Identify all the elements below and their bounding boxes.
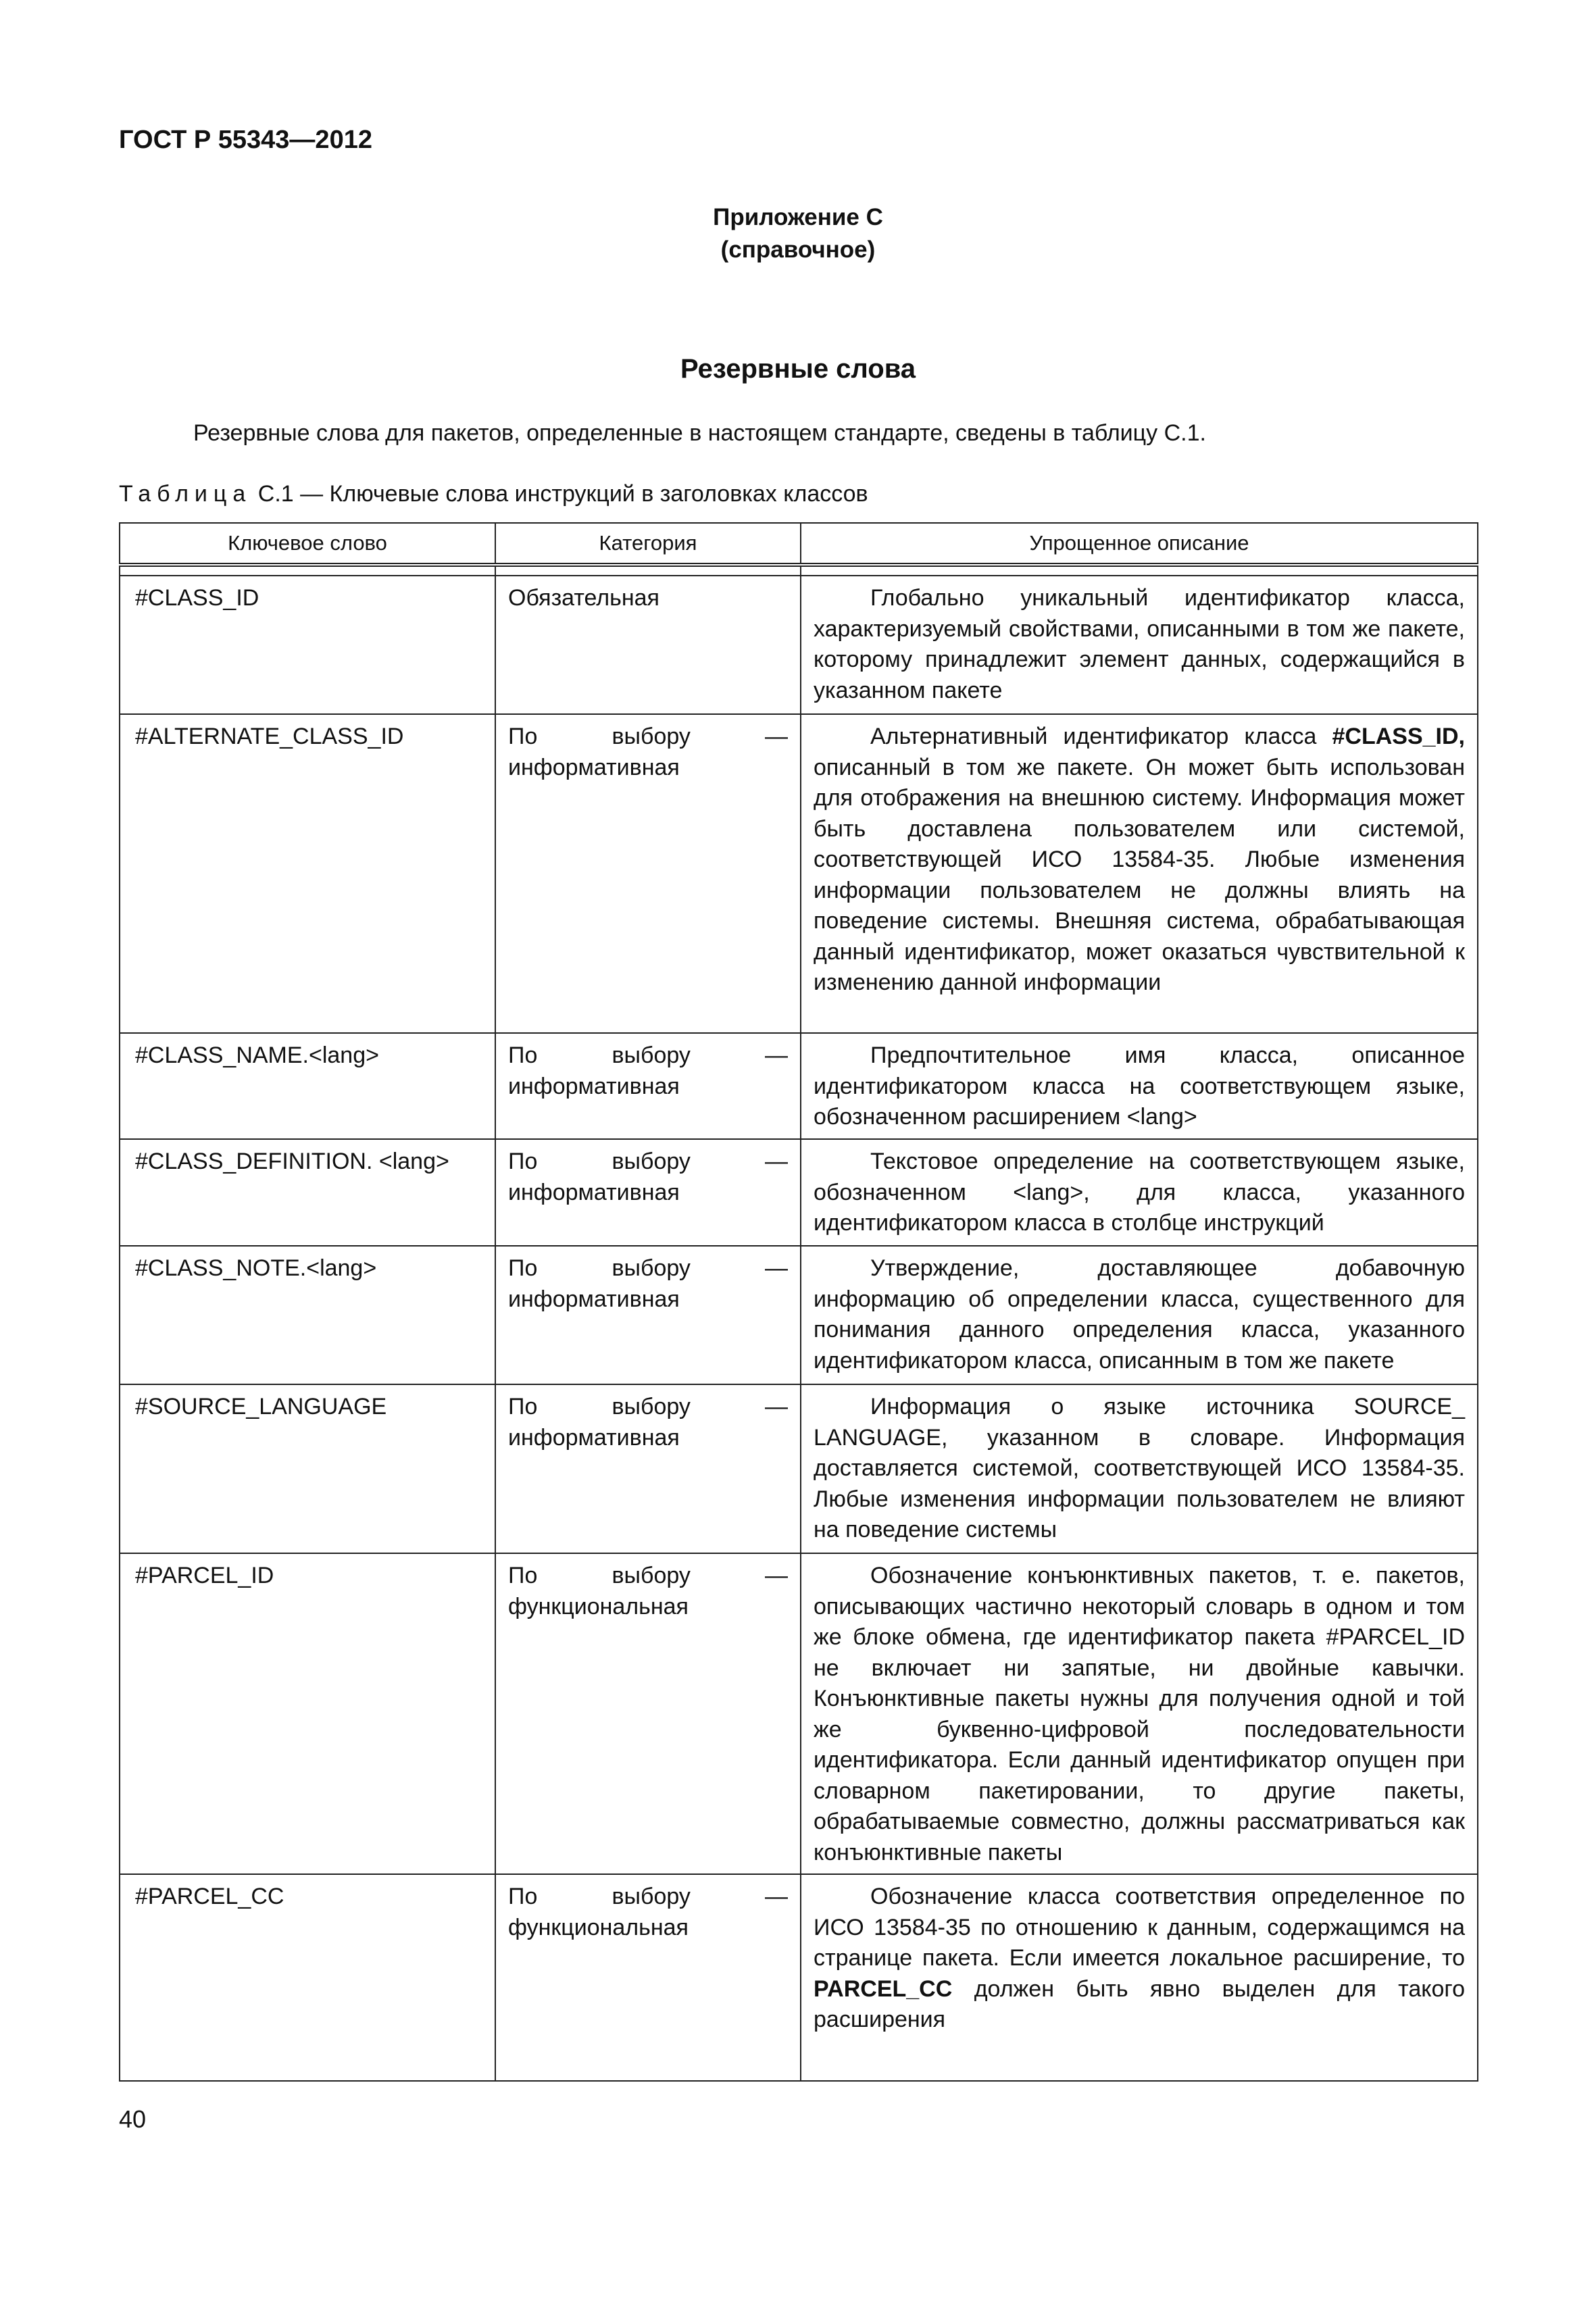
keyword-cell: #ALTERNATE_CLASS_ID	[120, 714, 495, 1033]
table-row	[120, 1246, 1478, 1384]
header-category: Категория	[495, 523, 801, 565]
table-header-row	[120, 523, 1478, 565]
table-spacer-row	[120, 565, 1478, 576]
section-title: Резервные слова	[680, 354, 916, 384]
description-bold-term: PARCEL_CC	[814, 1976, 953, 2002]
description-text: Альтернативный идентификатор класса	[870, 724, 1332, 749]
table-row	[120, 1139, 1478, 1246]
keyword-cell: #CLASS_NOTE.<lang>	[120, 1246, 495, 1384]
keyword-cell: #PARCEL_ID	[120, 1553, 495, 1874]
table-row	[120, 1033, 1478, 1139]
annex-heading	[0, 201, 1596, 266]
keyword-cell: #CLASS_ID	[120, 576, 495, 714]
description-cell: Информация о языке источника SOURCE_ LANGUAGE, указанном в словаре. Информация доставляется системой, соответствующей ИСО 13584-35. Любые изменения информации пользователем не влияют на поведение системы	[801, 1384, 1478, 1553]
description-bold-term: #CLASS_ID,	[1332, 724, 1465, 749]
description-cell	[801, 1874, 1478, 2081]
table-row	[120, 1874, 1478, 2081]
header-description: Упрощенное описание	[801, 523, 1478, 565]
table-row	[120, 714, 1478, 1033]
table-caption-text: С.1 — Ключевые слова инструкций в заголовках классов	[251, 481, 868, 507]
description-cell: Обозначение конъюнктивных пакетов, т. е. пакетов, описывающих частично некоторый словарь в одном и том же блоке обмена, где идентификатор пакета #PARCEL_ID не включает ни запятые, ни двойные кавычки. Конъюнктивные пакеты нужны для получения одной и той же буквенно-цифровой последовательности идентификатора. Если данный идентификатор опущен при словарном пакетировании, то другие пакеты, обрабатываемые совместно, должны рассматриваться как конъюнктивные пакеты	[801, 1553, 1478, 1874]
category-cell: По выбору — информативная	[495, 714, 801, 1033]
keyword-cell: #CLASS_DEFINITION. <lang>	[120, 1139, 495, 1246]
annex-title: Приложение С	[713, 204, 883, 230]
category-cell: По выбору — информативная	[495, 1139, 801, 1246]
description-text: Обозначение класса соответствия определенное по ИСО 13584-35 по отношению к данным, содержащимся на странице пакета. Если имеется локальное расширение, то	[814, 1884, 1465, 1971]
description-cell	[801, 714, 1478, 1033]
keywords-table	[119, 522, 1478, 2082]
description-cell: Глобально уникальный идентификатор класса, характеризуемый свойствами, описанными в том же пакете, которому принадлежит элемент данных, содержащийся в указанном пакете	[801, 576, 1478, 714]
header-keyword: Ключевое слово	[120, 523, 495, 565]
table-caption-label: Таблица	[119, 481, 252, 507]
keyword-cell: #SOURCE_LANGUAGE	[120, 1384, 495, 1553]
description-cell: Утверждение, доставляющее добавочную информацию об определении класса, существенного для понимания данного определения класса, указанного идентификатором класса, описанным в том же пакете	[801, 1246, 1478, 1384]
category-cell: Обязательная	[495, 576, 801, 714]
category-cell: По выбору — функциональная	[495, 1553, 801, 1874]
category-cell: По выбору — функциональная	[495, 1874, 801, 2081]
table-row	[120, 1384, 1478, 1553]
description-text: описанный в том же пакете. Он может быть использован для отображения на внешнюю систему. Информация может быть доставлена пользователем или системой, соответствующей ИСО 13584-35. Любые изменения информации пользователем не должны влиять на поведение системы. Внешняя система, обрабатывающая данный идентификатор, может оказаться чувствительной к изменению данной информации	[814, 754, 1465, 995]
category-cell: По выбору — информативная	[495, 1033, 801, 1139]
description-cell: Предпочтительное имя класса, описанное идентификатором класса на соответствующем языке, обозначенном расширением <lang>	[801, 1033, 1478, 1139]
table-row	[120, 1553, 1478, 1874]
table-caption	[119, 481, 868, 507]
annex-subtitle: (справочное)	[720, 236, 876, 263]
description-cell: Текстовое определение на соответствующем языке, обозначенном <lang>, для класса, указанного идентификатором класса в столбце инструкций	[801, 1139, 1478, 1246]
category-cell: По выбору — информативная	[495, 1246, 801, 1384]
keyword-cell: #PARCEL_CC	[120, 1874, 495, 2081]
keyword-cell: #CLASS_NAME.<lang>	[120, 1033, 495, 1139]
intro-paragraph: Резервные слова для пакетов, определенные в настоящем стандарте, сведены в таблицу С.1.	[193, 420, 1206, 446]
table-row	[120, 576, 1478, 714]
page-number: 40	[119, 2105, 147, 2133]
category-cell: По выбору — информативная	[495, 1384, 801, 1553]
document-code: ГОСТ Р 55343—2012	[119, 126, 372, 154]
description-text: должен быть явно выделен для такого расширения	[814, 1976, 1465, 2032]
